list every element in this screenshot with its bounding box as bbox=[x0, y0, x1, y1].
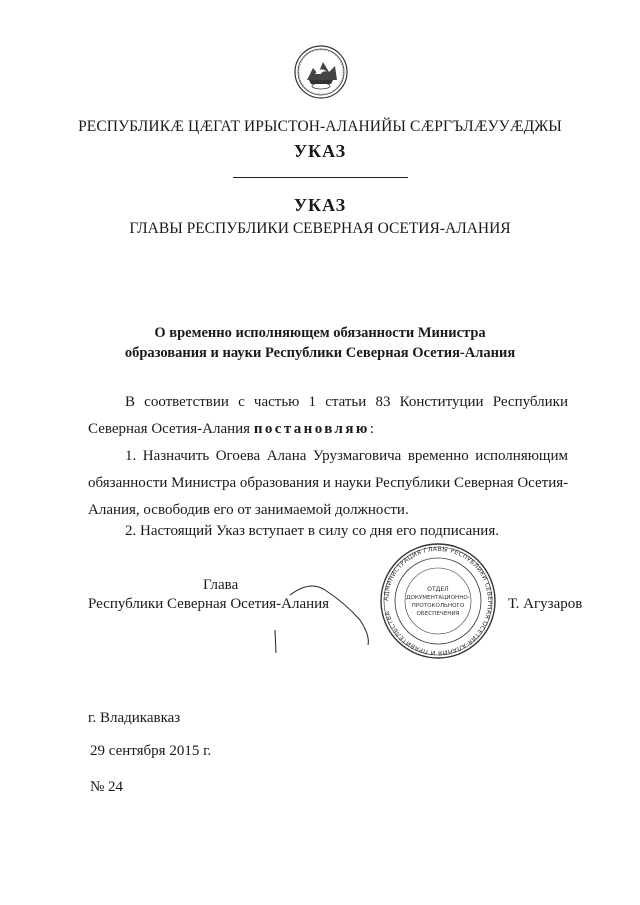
paragraph-item-1 bbox=[88, 443, 568, 524]
decree-date: 29 сентября 2015 г. bbox=[90, 743, 212, 759]
ukaz-russian-heading: УКАЗ bbox=[293, 195, 347, 215]
decree-title bbox=[0, 323, 640, 363]
preamble-line-1: В соответствии с частью 1 статьи 83 Конституции Республики bbox=[125, 394, 568, 410]
decree-number: № 24 bbox=[90, 779, 124, 795]
stamp-center-line-2: ДОКУМЕНТАЦИОННО- bbox=[406, 595, 470, 601]
postanovlyayu-word: постановляю bbox=[253, 421, 370, 437]
header-ossetian-line: РЕСПУБЛИКӔ ЦӔГАТ ИРЫСТОН-АЛАНИЙЫ СӔРГЪЛӔУУӔДЖЫ bbox=[78, 118, 562, 135]
decree-title-line-1: О временно исполняющем обязанности Министра bbox=[154, 325, 486, 341]
header-russian-line: ГЛАВЫ РЕСПУБЛИКИ СЕВЕРНАЯ ОСЕТИЯ-АЛАНИЯ bbox=[129, 220, 511, 237]
preamble-colon: : bbox=[369, 421, 374, 437]
signatory-post-line-2: Республики Северная Осетия-Алания bbox=[88, 596, 330, 612]
paragraph-item-2 bbox=[88, 518, 568, 545]
handwritten-signature bbox=[250, 575, 390, 665]
item-1-line-2: обязанности Министра образования и науки Республики Северная Осетия- bbox=[88, 475, 569, 491]
coat-of-arms-emblem bbox=[293, 44, 349, 100]
stamp-center-line-4: ОБЕСПЕЧЕНИЯ bbox=[416, 611, 460, 617]
stamp-center-line-3: ПРОТОКОЛЬНОГО bbox=[411, 603, 465, 609]
item-2-line-1: 2. Настоящий Указ вступает в силу со дня его подписания. bbox=[125, 523, 499, 539]
stamp-ring-text: АДМИНИСТРАЦИЯ ГЛАВЫ РЕСПУБЛИКИ СЕВЕРНАЯ ОСЕТИЯ-АЛАНИЯ И ПРАВИТЕЛЬСТВА bbox=[382, 545, 494, 657]
preamble-line-2 bbox=[88, 416, 568, 443]
preamble-text: Северная Осетия-Алания bbox=[88, 421, 251, 437]
item-1-line-1: 1. Назначить Огоева Алана Урузмаговича временно исполняющим bbox=[125, 448, 568, 464]
official-stamp bbox=[370, 543, 506, 659]
item-1-line-3: Алания, освободив его от занимаемой должности. bbox=[88, 502, 409, 518]
decree-title-line-2: образования и науки Республики Северная Осетия-Алания bbox=[124, 345, 516, 361]
city-label: г. Владикавказ bbox=[88, 710, 181, 726]
paragraph-preamble bbox=[88, 389, 568, 443]
header-divider bbox=[233, 177, 408, 178]
signatory-name: Т. Агузаров bbox=[508, 596, 583, 612]
ukaz-ossetian-heading: УКАЗ bbox=[293, 141, 347, 161]
signatory-post-line-1: Глава bbox=[203, 577, 239, 593]
stamp-center-line-1: ОТДЕЛ bbox=[427, 586, 449, 593]
